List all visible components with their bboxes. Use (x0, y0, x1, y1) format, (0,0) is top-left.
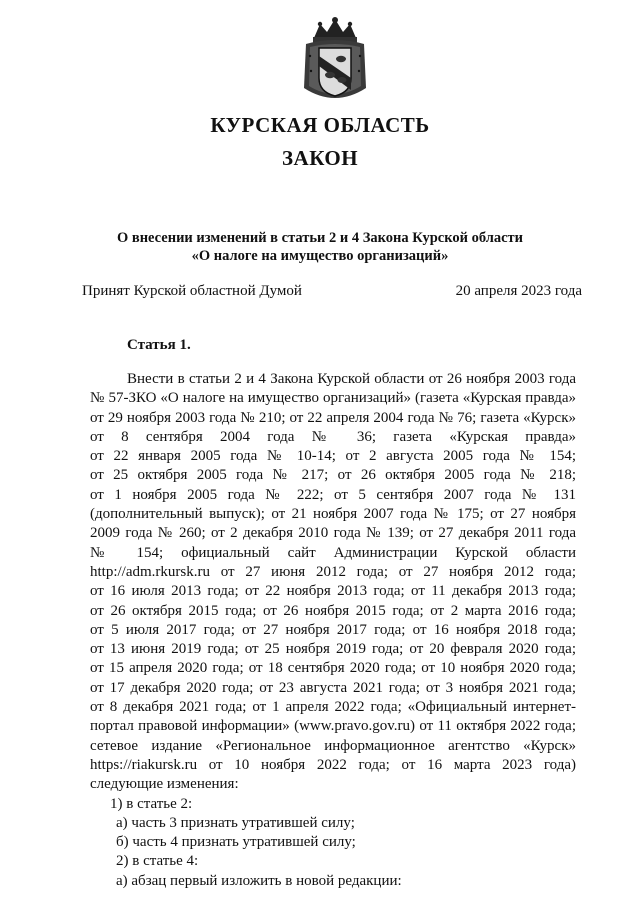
article-body (90, 370, 576, 891)
text-line: (дополнительный выпуск); от 21 ноября 2007 года № 175; от 27 ноября (90, 506, 576, 523)
article-heading: Статья 1. (127, 337, 191, 353)
text-line: Внести в статьи 2 и 4 Закона Курской области от 26 ноября 2003 года (127, 371, 576, 387)
law-title-line: О внесении изменений в статьи 2 и 4 Закона Курской области (116, 230, 524, 246)
law-title (90, 229, 550, 265)
text-line: от 25 октября 2005 года № 217; от 26 октября 2005 года № 218; (90, 467, 576, 484)
document-type-heading: ЗАКОН (281, 146, 359, 170)
list-item: а) часть 3 признать утратившей силу; (116, 814, 355, 831)
text-line: от 13 июня 2019 года; от 25 ноября 2019 года; от 20 февраля 2020 года; (90, 641, 576, 658)
adopted-by: Принят Курской областной Думой (82, 283, 302, 299)
text-line: от 16 июля 2013 года; от 22 ноября 2013 года; от 11 декабря 2013 года; (90, 583, 576, 600)
text-line: № 154; официальный сайт Администрации Курской области (90, 544, 576, 561)
text-line: от 22 января 2005 года № 10-14; от 2 августа 2005 года № 154; (90, 448, 576, 465)
text-line: от 8 сентября 2004 года № 36; газета «Курская правда» (90, 428, 576, 445)
text-line: от 8 декабря 2021 года; от 1 апреля 2022 года; «Официальный интернет- (90, 699, 576, 716)
text-line: № 57-ЗКО «О налоге на имущество организаций» (газета «Курская правда» (90, 390, 576, 407)
text-line: от 26 октября 2015 года; от 26 ноября 2015 года; от 2 марта 2016 года; (90, 602, 576, 619)
list-item: 2) в статье 4: (116, 853, 199, 870)
text-line: от 1 ноября 2005 года № 222; от 5 сентября 2007 года № 131 (90, 486, 576, 503)
text-line: https://riakursk.ru от 10 ноября 2022 года; от 16 марта 2023 года) (90, 756, 576, 773)
adoption-date: 20 апреля 2023 года (455, 283, 582, 299)
region-heading: КУРСКАЯ ОБЛАСТЬ (210, 113, 430, 137)
list-item: а) абзац первый изложить в новой редакции: (116, 872, 402, 889)
text-line: 2009 года № 260; от 2 декабря 2010 года № 139; от 27 декабря 2011 года (90, 525, 576, 542)
text-line: от 29 ноября 2003 года № 210; от 22 апреля 2004 года № 76; газета «Курск» (90, 409, 576, 426)
list-item: б) часть 4 признать утратившей силу; (116, 834, 356, 851)
list-item: 1) в статье 2: (110, 795, 193, 812)
text-line: от 15 апреля 2020 года; от 18 сентября 2020 года; от 10 ноября 2020 года; (90, 660, 576, 677)
text-line: от 5 июля 2017 года; от 27 ноября 2017 года; от 16 ноября 2018 года; (90, 621, 576, 638)
text-line: портал правовой информации» (www.pravo.gov.ru) от 11 октября 2022 года; (90, 718, 576, 735)
coat-of-arms-icon (300, 16, 370, 106)
law-title-line: «О налоге на имущество организаций» (191, 248, 449, 264)
text-line: следующие изменения: (90, 776, 239, 793)
text-line: от 17 декабря 2020 года; от 23 августа 2021 года; от 3 ноября 2021 года; (90, 679, 576, 696)
text-line: http://adm.rkursk.ru от 27 июня 2012 года; от 27 ноября 2012 года; (90, 563, 576, 580)
text-line: сетевое издание «Региональное информационное агентство «Курск» (90, 737, 576, 754)
